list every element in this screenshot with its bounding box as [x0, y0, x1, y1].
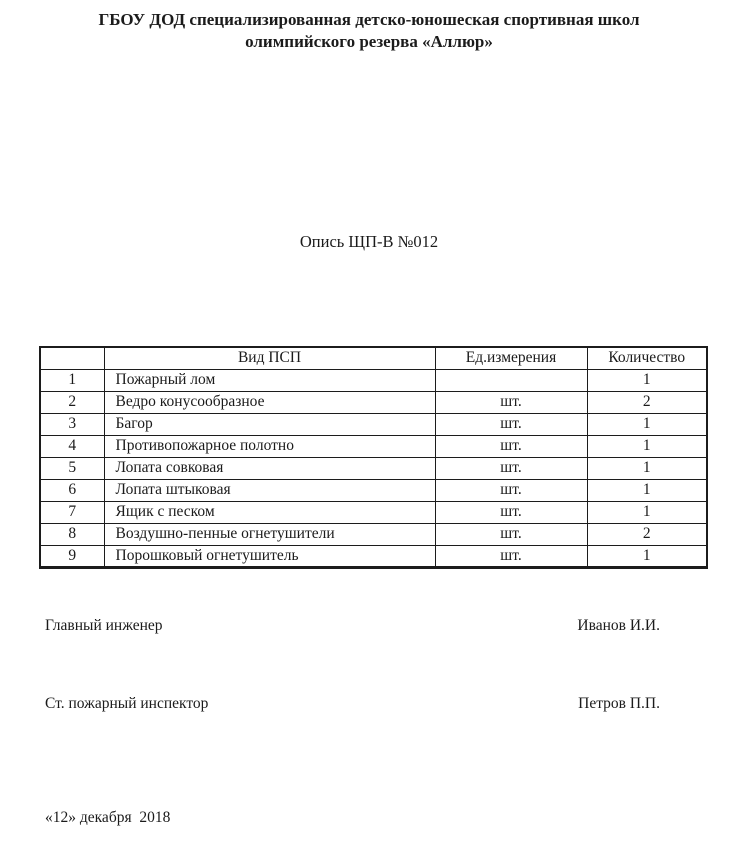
- table-row: [40, 545, 707, 567]
- table-row: [40, 413, 707, 435]
- row-unit: шт.: [435, 391, 587, 413]
- document-header: [0, 9, 738, 53]
- row-name: Противопожарное полотно: [104, 435, 435, 457]
- row-quantity: 1: [587, 435, 707, 457]
- table-row: [40, 501, 707, 523]
- row-unit: шт.: [435, 523, 587, 545]
- row-unit: шт.: [435, 413, 587, 435]
- row-name: Лопата совковая: [104, 457, 435, 479]
- row-number: 3: [40, 413, 104, 435]
- row-number: 8: [40, 523, 104, 545]
- inventory-table: [39, 346, 708, 569]
- row-number: 2: [40, 391, 104, 413]
- table-row: [40, 479, 707, 501]
- document-title: Опись ЩП-В №012: [299, 232, 439, 251]
- row-unit: [435, 369, 587, 391]
- row-name: Лопата штыковая: [104, 479, 435, 501]
- document-header-line2: олимпийского резерва «Аллюр»: [245, 32, 493, 51]
- row-number: 6: [40, 479, 104, 501]
- row-unit: шт.: [435, 501, 587, 523]
- row-unit: шт.: [435, 545, 587, 567]
- row-number: 9: [40, 545, 104, 567]
- row-quantity: 1: [587, 479, 707, 501]
- row-unit: шт.: [435, 457, 587, 479]
- table-row: [40, 457, 707, 479]
- table-row: [40, 391, 707, 413]
- signature-row-chief-engineer: [0, 615, 738, 637]
- row-name: Ящик с песком: [104, 501, 435, 523]
- row-quantity: 1: [587, 545, 707, 567]
- table-row: [40, 523, 707, 545]
- row-number: 1: [40, 369, 104, 391]
- row-name: Ведро конусообразное: [104, 391, 435, 413]
- row-unit: шт.: [435, 435, 587, 457]
- column-header-unit: Ед.измерения: [435, 347, 587, 369]
- row-name: Воздушно-пенные огнетушители: [104, 523, 435, 545]
- signature-name: Иванов И.И.: [577, 616, 660, 634]
- row-name: Порошковый огнетушитель: [104, 545, 435, 567]
- column-header-name: Вид ПСП: [104, 347, 435, 369]
- row-quantity: 1: [587, 501, 707, 523]
- table-row: [40, 369, 707, 391]
- row-quantity: 1: [587, 413, 707, 435]
- column-header-number: [40, 347, 104, 369]
- row-quantity: 1: [587, 457, 707, 479]
- signature-name: Петров П.П.: [578, 694, 660, 712]
- row-name: Багор: [104, 413, 435, 435]
- row-number: 5: [40, 457, 104, 479]
- row-quantity: 1: [587, 369, 707, 391]
- row-number: 4: [40, 435, 104, 457]
- row-number: 7: [40, 501, 104, 523]
- signature-role: Главный инженер: [45, 616, 163, 634]
- document-page: [0, 9, 738, 842]
- column-header-quantity: Количество: [587, 347, 707, 369]
- document-date: «12» декабря 2018: [45, 808, 171, 826]
- row-name: Пожарный лом: [104, 369, 435, 391]
- row-quantity: 2: [587, 391, 707, 413]
- table-header-row: [40, 347, 707, 369]
- row-quantity: 2: [587, 523, 707, 545]
- signature-role: Ст. пожарный инспектор: [45, 694, 209, 712]
- table-row: [40, 435, 707, 457]
- row-unit: шт.: [435, 479, 587, 501]
- signature-row-fire-inspector: [0, 693, 738, 715]
- document-header-line1: ГБОУ ДОД специализированная детско-юношеская спортивная школ: [98, 10, 640, 29]
